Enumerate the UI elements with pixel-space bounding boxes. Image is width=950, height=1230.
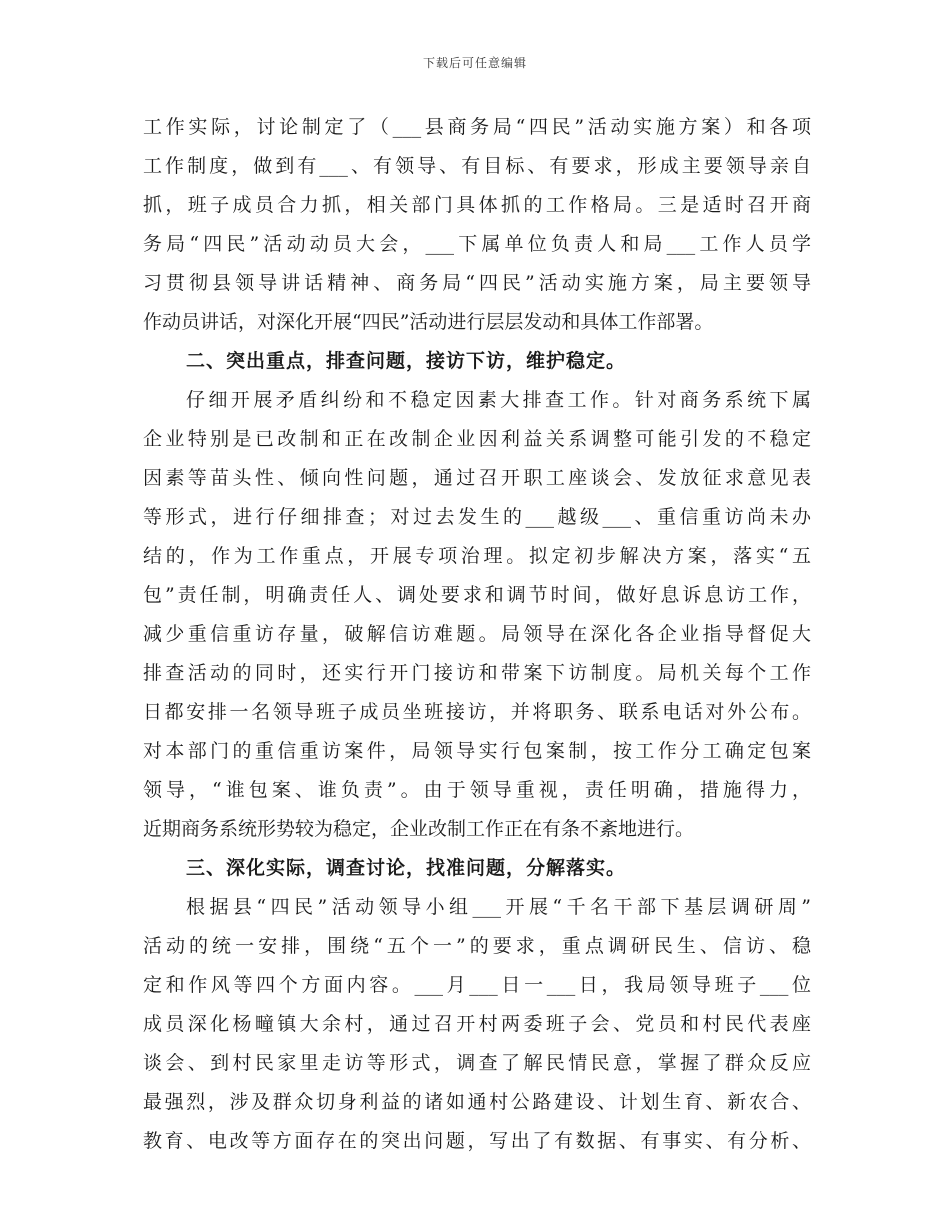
text-line: 仔细开展矛盾纠纷和不稳定因素大排查工作。针对商务系统下属 (186, 389, 811, 411)
text-line: 工作实际，讨论制定了（___县商务局“四民”活动实施方案）和各项 (143, 116, 811, 138)
text-line: 教育、电改等方面存在的突出问题，写出了有数据、有事实、有分析、 (143, 1130, 811, 1152)
text-line: 近期商务系统形势较为稳定，企业改制工作正在有条不紊地进行。 (143, 818, 695, 840)
text-line: 根据县“四民”活动领导小组___开展“千名干部下基层调研周” (186, 896, 811, 918)
section-heading-2: 二、突出重点，排查问题，接访下访，维护稳定。 (186, 350, 627, 372)
text-line: 最强烈，涉及群众切身利益的诸如通村公路建设、计划生育、新农合、 (143, 1091, 811, 1113)
document-body (143, 108, 811, 1161)
page-header: 下载后可任意编辑 (422, 56, 527, 70)
text-line: 等形式，进行仔细排查；对过去发生的___越级___、重信重访尚未办 (143, 506, 811, 528)
section-heading-3: 三、深化实际，调查讨论，找准问题，分解落实。 (186, 857, 627, 879)
text-line: 定和作风等四个方面内容。___月___日一___日，我局领导班子___位 (143, 974, 811, 996)
text-line: 作动员讲话，对深化开展“四民”活动进行层层发动和具体工作部署。 (143, 311, 714, 333)
text-line: 因素等苗头性、倾向性问题，通过召开职工座谈会、发放征求意见表 (143, 467, 811, 489)
text-line: 谈会、到村民家里走访等形式，调查了解民情民意，掌握了群众反应 (143, 1052, 811, 1074)
text-line: 包”责任制，明确责任人、调处要求和调节时间，做好息诉息访工作， (143, 584, 811, 606)
text-line: 工作制度，做到有___、有领导、有目标、有要求，形成主要领导亲自 (143, 155, 811, 177)
text-line: 习贯彻县领导讲话精神、商务局“四民”活动实施方案，局主要领导 (143, 272, 811, 294)
text-line: 成员深化杨疃镇大余村，通过召开村两委班子会、党员和村民代表座 (143, 1013, 811, 1035)
text-line: 减少重信重访存量，破解信访难题。局领导在深化各企业指导督促大 (143, 623, 811, 645)
text-line: 日都安排一名领导班子成员坐班接访，并将职务、联系电话对外公布。 (143, 701, 811, 723)
text-line: 活动的统一安排，围绕“五个一”的要求，重点调研民生、信访、稳 (143, 935, 811, 957)
text-line: 排查活动的同时，还实行开门接访和带案下访制度。局机关每个工作 (143, 662, 811, 684)
text-line: 对本部门的重信重访案件，局领导实行包案制，按工作分工确定包案 (143, 740, 811, 762)
text-line: 务局“四民”活动动员大会，___下属单位负责人和局___工作人员学 (143, 233, 811, 255)
text-line: 领导，“谁包案、谁负责”。由于领导重视，责任明确，措施得力， (143, 779, 811, 801)
text-line: 企业特别是已改制和正在改制企业因利益关系调整可能引发的不稳定 (143, 428, 811, 450)
text-line: 抓，班子成员合力抓，相关部门具体抓的工作格局。三是适时召开商 (143, 194, 811, 216)
text-line: 结的，作为工作重点，开展专项治理。拟定初步解决方案，落实“五 (143, 545, 811, 567)
